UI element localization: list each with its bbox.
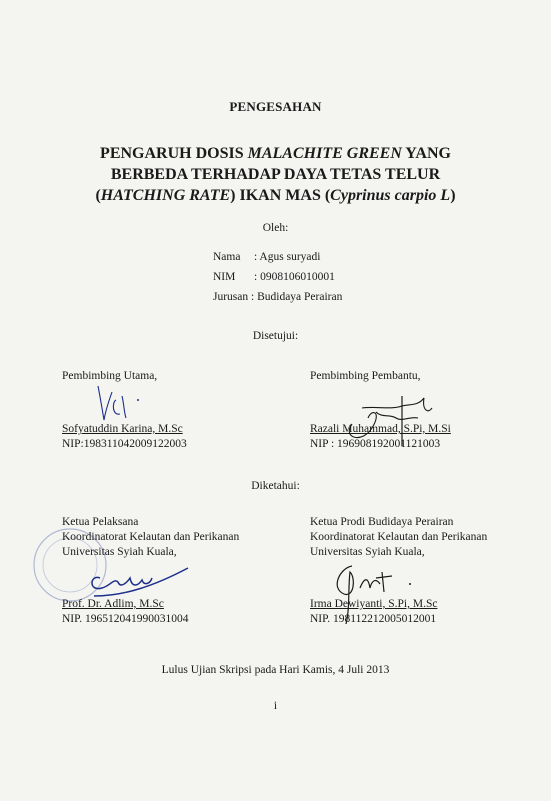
- supervisor-assist-role: Pembimbing Pembantu,: [310, 370, 421, 382]
- supervisor-main-signature: [90, 378, 150, 428]
- student-nim: : 0908106010001: [254, 271, 335, 283]
- page-heading: PENGESAHAN: [229, 99, 322, 114]
- program-head-nip: NIP. 198112212005012001: [310, 613, 437, 625]
- coordinator-signature: [84, 560, 194, 600]
- student-dept: : Budidaya Perairan: [251, 291, 343, 303]
- acknowledged-label: Diketahui:: [251, 480, 300, 492]
- program-head-name: Irma Dewiyanti, S.Pi, M.Sc: [310, 598, 438, 610]
- supervisor-assist-name: Razali Muhammad, S.Pi, M.Si: [310, 423, 451, 435]
- student-name: : Agus suryadi: [254, 251, 321, 263]
- coordinator-nip: NIP. 196512041990031004: [62, 613, 189, 625]
- program-head-role: Ketua Prodi Budidaya Perairan Koordinatorat Kelautan dan Perikanan Universitas Syiah Kuala,: [310, 516, 488, 558]
- supervisor-main-name: Sofyatuddin Karina, M.Sc: [62, 423, 183, 435]
- supervisor-main-nip: NIP:198311042009122003: [62, 438, 187, 450]
- thesis-title: [0, 143, 551, 206]
- supervisor-assist-nip: NIP : 196908192001121003: [310, 438, 441, 450]
- title-line-3: (HATCHING RATE) IKAN MAS (Cyprinus carpio L): [95, 187, 456, 204]
- coordinator-role: Ketua Pelaksana Koordinatorat Kelautan dan Perikanan Universitas Syiah Kuala,: [62, 516, 240, 558]
- student-name-row: Nama : Agus suryadi: [213, 251, 321, 263]
- supervisor-main-role: Pembimbing Utama,: [62, 370, 158, 382]
- student-nim-row: NIM : 0908106010001: [213, 271, 335, 283]
- exam-note: Lulus Ujian Skripsi pada Hari Kamis, 4 Juli 2013: [161, 664, 390, 676]
- by-label: Oleh:: [262, 222, 289, 234]
- student-info: [213, 251, 342, 311]
- approved-label: Disetujui:: [252, 330, 299, 342]
- page-number: i: [273, 700, 278, 712]
- title-line-2: BERBEDA TERHADAP DAYA TETAS TELUR: [110, 166, 441, 183]
- title-line-1: PENGARUH DOSIS MALACHITE GREEN YANG: [100, 145, 451, 162]
- student-dept-row: Jurusan : Budidaya Perairan: [213, 291, 343, 303]
- coordinator-name: Prof. Dr. Adlim, M.Sc: [62, 598, 164, 610]
